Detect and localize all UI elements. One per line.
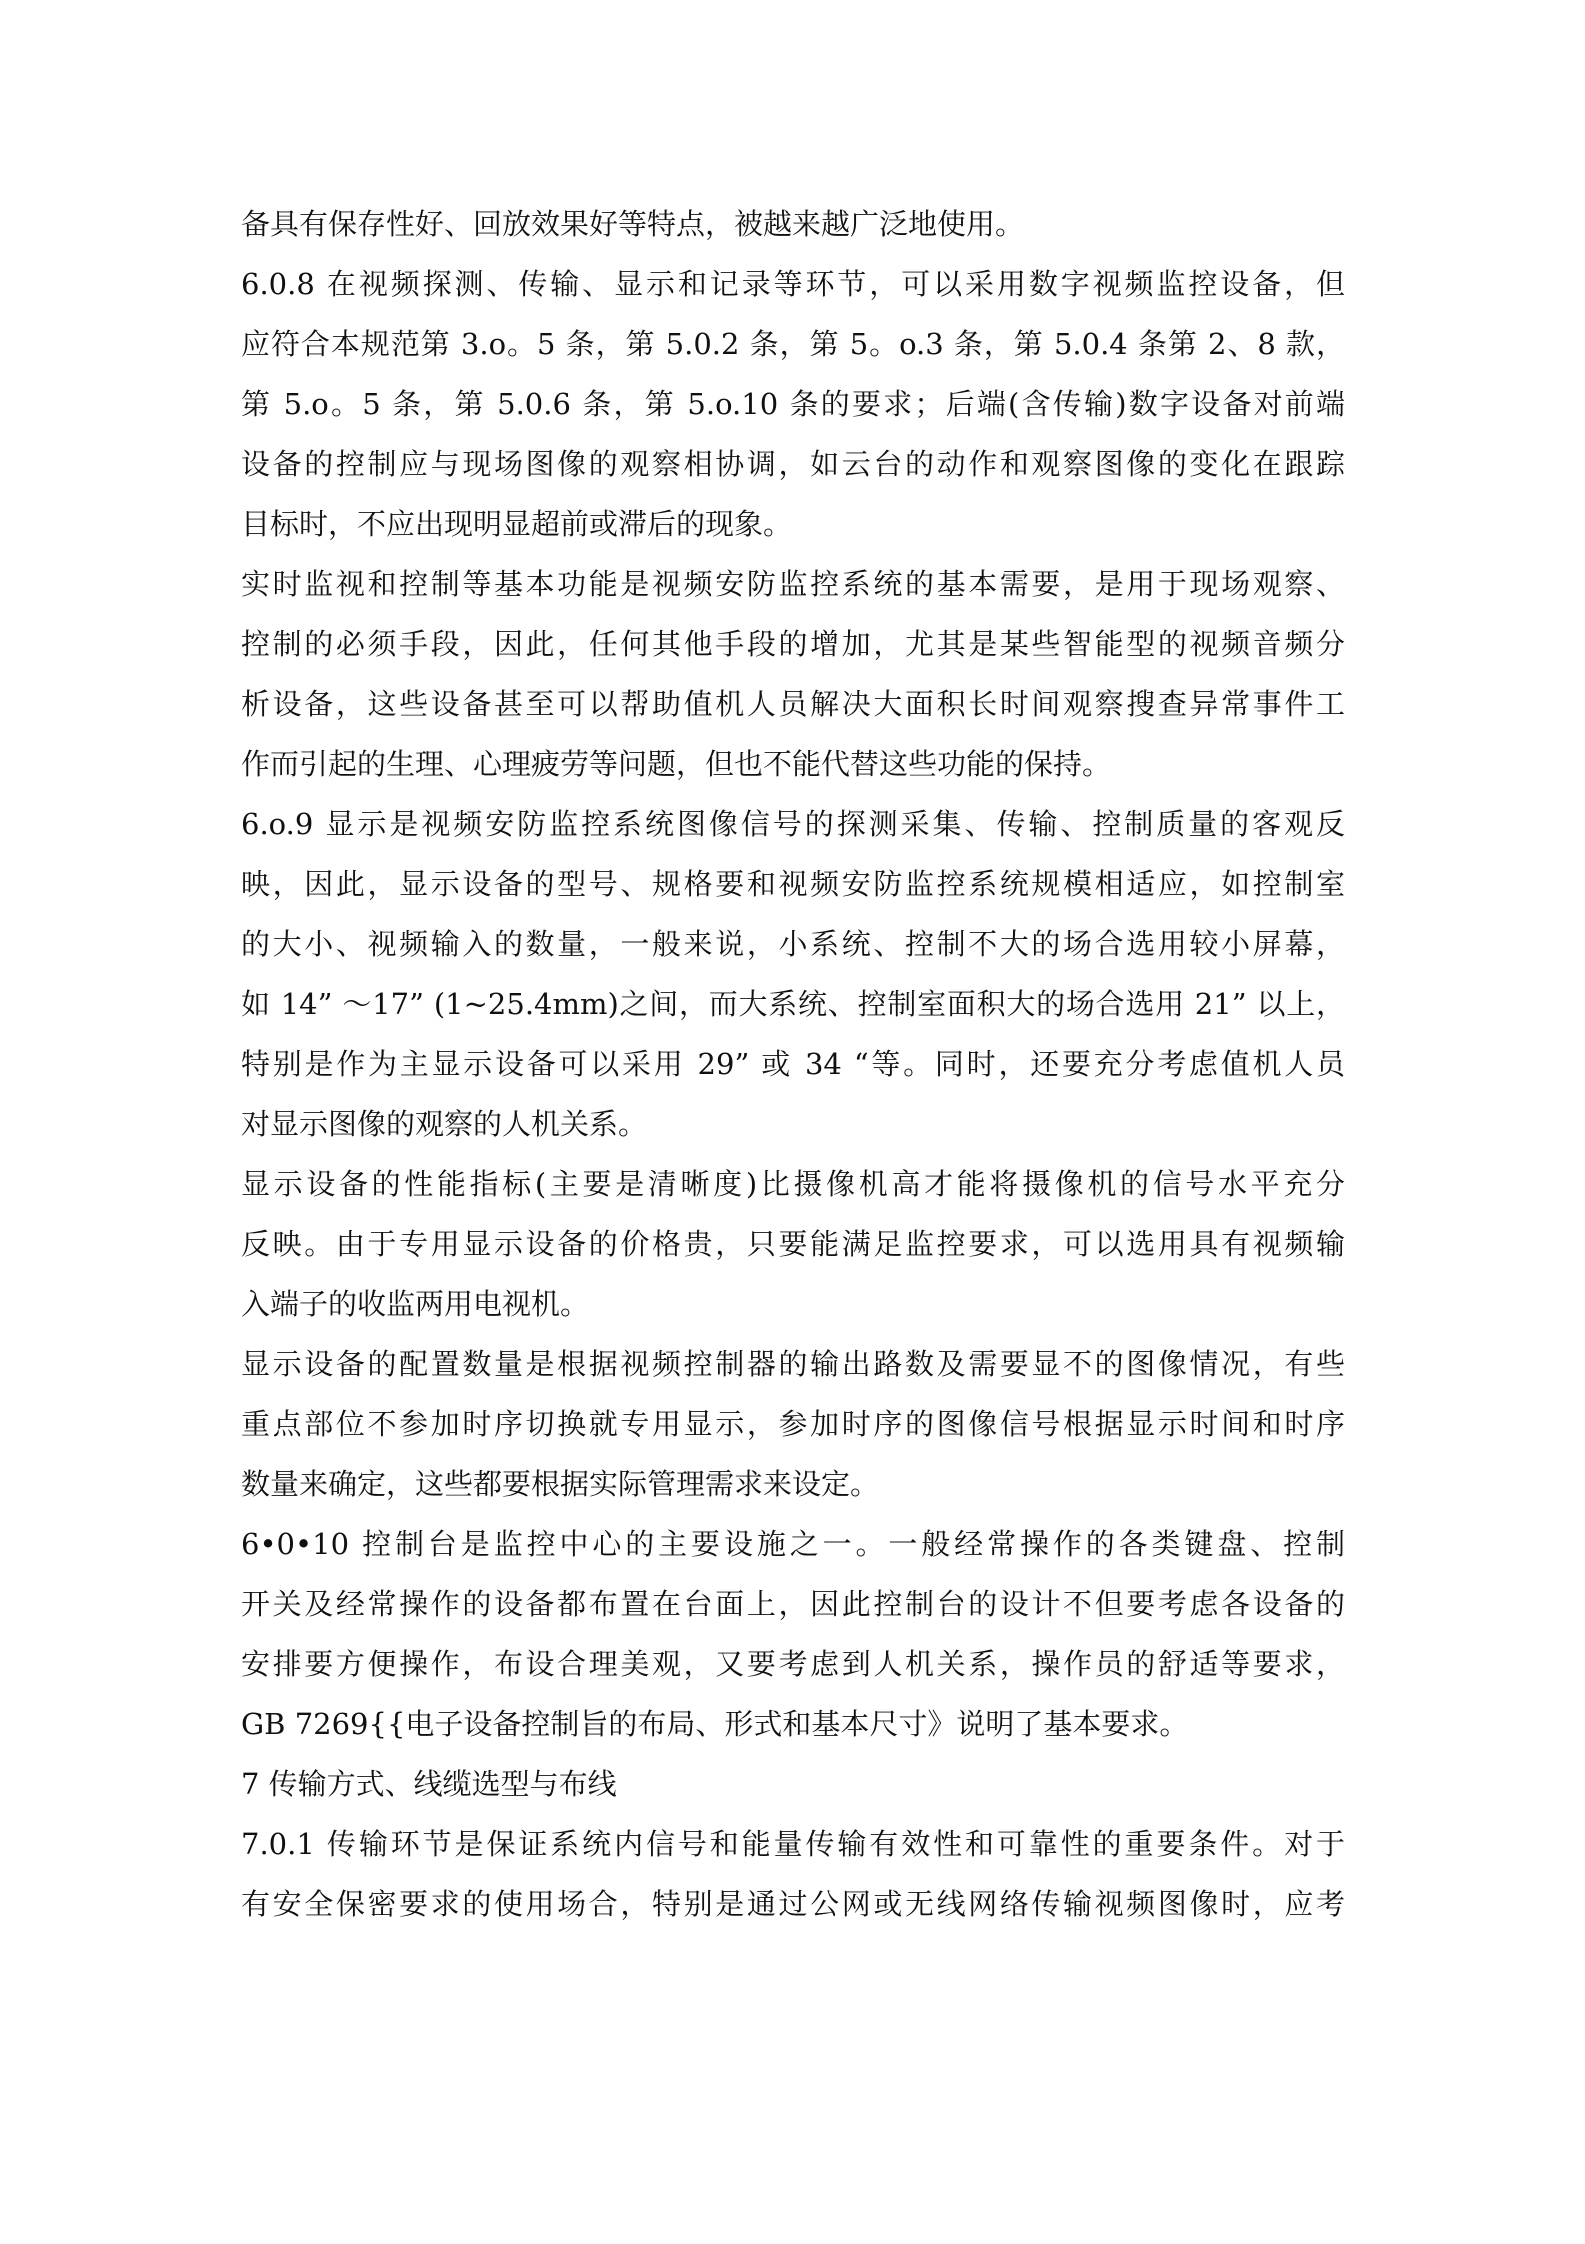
paragraph-line: 实时监视和控制等基本功能是视频安防监控系统的基本需要，是用于现场观察、 [241,567,1345,601]
paragraph-line: 显示设备的性能指标(主要是清晰度)比摄像机高才能将摄像机的信号水平充分 [241,1167,1345,1201]
paragraph-line: 映，因此，显示设备的型号、规格要和视频安防监控系统规模相适应，如控制室 [241,867,1345,901]
paragraph-line: 入端子的收监两用电视机。 [241,1287,590,1321]
paragraph-line: 反映。由于专用显示设备的价格贵，只要能满足监控要求，可以选用具有视频输 [241,1227,1345,1261]
paragraph-line: 应符合本规范第 3.o。5 条，第 5.0.2 条，第 5。o.3 条，第 5.0.4 条第 2、8 款， [241,327,1345,361]
paragraph-line: 显示设备的配置数量是根据视频控制器的输出路数及需要显不的图像情况，有些 [241,1347,1345,1381]
document-page [241,194,1351,1934]
paragraph-line: 的大小、视频输入的数量，一般来说，小系统、控制不大的场合选用较小屏幕， [241,927,1345,961]
paragraph-line: 有安全保密要求的使用场合，特别是通过公网或无线网络传输视频图像时，应考 [241,1887,1345,1921]
paragraph-line: 作而引起的生理、心理疲劳等问题，但也不能代替这些功能的保持。 [241,747,1112,781]
paragraph-line: 数量来确定，这些都要根据实际管理需求来设定。 [241,1467,880,1501]
paragraph-line: 安排要方便操作，布设合理美观，又要考虑到人机关系，操作员的舒适等要求， [241,1647,1345,1681]
paragraph-line: 重点部位不参加时序切换就专用显示，参加时序的图像信号根据显示时间和时序 [241,1407,1345,1441]
paragraph-line: 特别是作为主显示设备可以采用 29” 或 34 “等。同时，还要充分考虑值机人员 [241,1047,1345,1081]
paragraph-line: 如 14” ～17” (1~25.4mm)之间，而大系统、控制室面积大的场合选用 21” 以上， [241,987,1345,1021]
clause-6-0-8-line: 6.0.8 在视频探测、传输、显示和记录等环节，可以采用数字视频监控设备，但 [241,267,1345,301]
paragraph-line: 目标时，不应出现明显超前或滞后的现象。 [241,507,793,541]
clause-6-0-10-line: 6•0•10 控制台是监控中心的主要设施之一。一般经常操作的各类键盘、控制 [241,1527,1345,1561]
clause-7-0-1-line: 7.0.1 传输环节是保证系统内信号和能量传输有效性和可靠性的重要条件。对于 [241,1827,1345,1861]
paragraph-line: 第 5.o。5 条，第 5.0.6 条，第 5.o.10 条的要求；后端(含传输)数字设备对前端 [241,387,1345,421]
paragraph-line: 控制的必须手段，因此，任何其他手段的增加，尤其是某些智能型的视频音频分 [241,627,1345,661]
paragraph-line: 析设备，这些设备甚至可以帮助值机人员解决大面积长时间观察搜查异常事件工 [241,687,1345,721]
paragraph-line: 备具有保存性好、回放效果好等特点，被越来越广泛地使用。 [241,207,1025,241]
section-heading-7: 7 传输方式、线缆选型与布线 [241,1767,617,1801]
clause-6-0-9-line: 6.o.9 显示是视频安防监控系统图像信号的探测采集、传输、控制质量的客观反 [241,807,1345,841]
paragraph-line: 设备的控制应与现场图像的观察相协调，如云台的动作和观察图像的变化在跟踪 [241,447,1345,481]
paragraph-line: 对显示图像的观察的人机关系。 [241,1107,648,1141]
paragraph-line: GB 7269{{电子设备控制旨的布局、形式和基本尺寸》说明了基本要求。 [241,1707,1189,1741]
paragraph-line: 开关及经常操作的设备都布置在台面上，因此控制台的设计不但要考虑各设备的 [241,1587,1345,1621]
